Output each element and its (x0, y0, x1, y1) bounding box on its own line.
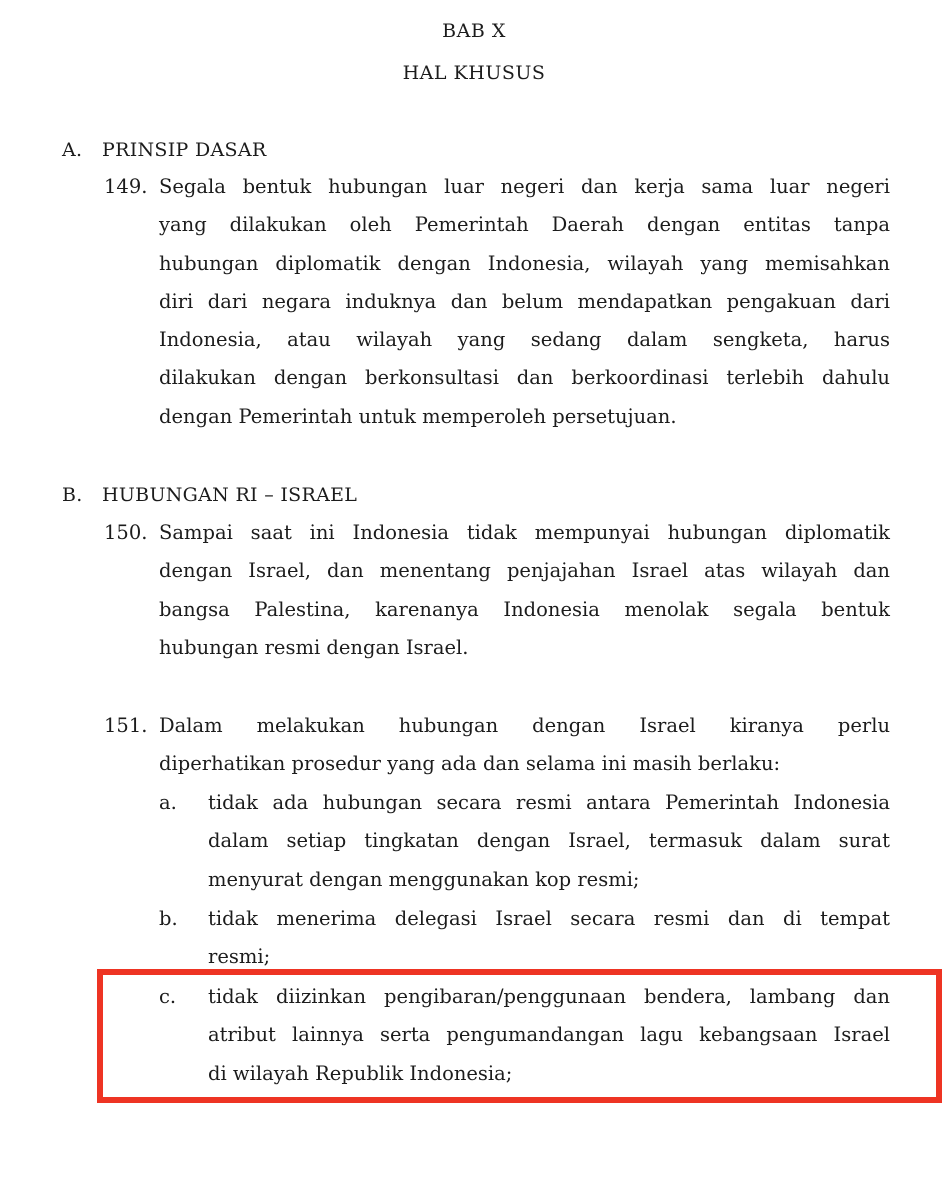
list-item-line: resmi; (208, 945, 271, 969)
paragraph-149-line: Indonesia, atau wilayah yang sedang dalam sengketa, harus (159, 328, 890, 352)
list-item-line: tidak menerima delegasi Israel secara resmi dan di tempat (208, 907, 890, 930)
chapter-number: BAB X (442, 20, 506, 42)
section-a-heading (62, 139, 266, 161)
list-item-line: atribut lainnya serta pengumandangan lagu kebangsaan Israel (208, 1023, 890, 1047)
list-item-line: dalam setiap tingkatan dengan Israel, termasuk dalam surat (208, 829, 890, 853)
paragraph-151-line: diperhatikan prosedur yang ada dan selama ini masih berlaku: (159, 752, 781, 776)
paragraph-149-line: dengan Pemerintah untuk memperoleh persetujuan. (159, 404, 677, 428)
list-item-c-letter: c. (159, 985, 177, 1008)
paragraph-150-line: bangsa Palestina, karenanya Indonesia menolak segala bentuk (159, 597, 890, 621)
paragraph-151-body (159, 707, 890, 784)
paragraph-149-line: diri dari negara induknya dan belum mendapatkan pengakuan dari (159, 289, 890, 313)
paragraph-149-line: yang dilakukan oleh Pemerintah Daerah dengan entitas tanpa (159, 213, 890, 237)
paragraph-149-line: Segala bentuk hubungan luar negeri dan kerja sama luar negeri (159, 175, 890, 198)
list-item-line: tidak diizinkan pengibaran/penggunaan bendera, lambang dan (208, 985, 890, 1008)
highlight-annotation-box (97, 969, 942, 1103)
list-item-b (159, 900, 890, 977)
section-a-title: PRINSIP DASAR (102, 139, 267, 161)
section-a-letter: A. (62, 139, 83, 161)
paragraph-151 (104, 707, 890, 784)
paragraph-149-line: hubungan diplomatik dengan Indonesia, wilayah yang memisahkan (159, 251, 890, 275)
list-item-line: tidak ada hubungan secara resmi antara Pemerintah Indonesia (208, 791, 890, 814)
list-item-a-body (208, 784, 890, 899)
list-item-b-body (208, 900, 890, 977)
list-item-line: di wilayah Republik Indonesia; (208, 1061, 513, 1085)
list-item-a (159, 784, 890, 899)
section-b-letter: B. (62, 484, 83, 506)
section-b-heading (62, 484, 357, 506)
paragraph-150-line: dengan Israel, dan menentang penjajahan Israel atas wilayah dan (159, 559, 890, 583)
paragraph-149-body (159, 168, 890, 436)
list-item-a-letter: a. (159, 791, 177, 814)
paragraph-149 (104, 168, 890, 436)
paragraph-150-line: Sampai saat ini Indonesia tidak mempunyai hubungan diplomatik (159, 521, 890, 544)
list-item-line: menyurat dengan menggunakan kop resmi; (208, 867, 640, 891)
paragraph-149-line: dilakukan dengan berkonsultasi dan berkoordinasi terlebih dahulu (159, 366, 890, 390)
paragraph-151-number: 151. (104, 714, 148, 737)
chapter-title: HAL KHUSUS (402, 62, 546, 84)
section-b-title: HUBUNGAN RI – ISRAEL (102, 484, 358, 506)
paragraph-150 (104, 514, 890, 667)
paragraph-150-number: 150. (104, 521, 148, 544)
paragraph-149-number: 149. (104, 175, 148, 198)
paragraph-151-line: Dalam melakukan hubungan dengan Israel kiranya perlu (159, 714, 890, 737)
paragraph-150-body (159, 514, 890, 667)
list-item-b-letter: b. (159, 907, 178, 930)
paragraph-150-line: hubungan resmi dengan Israel. (159, 635, 469, 659)
